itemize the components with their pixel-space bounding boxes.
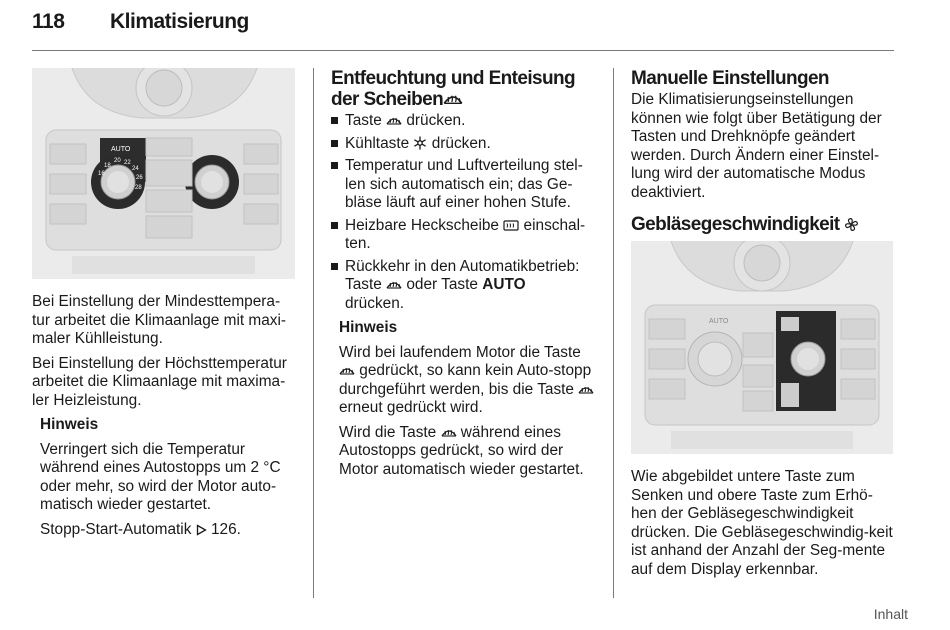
defrost-icon bbox=[386, 279, 402, 291]
dial-tick-20: 20 bbox=[114, 158, 121, 164]
list-item: Heizbare Heckscheibe einschal-ten. bbox=[331, 217, 599, 254]
climate-panel-illustration bbox=[32, 68, 295, 279]
contents-link[interactable]: Inhalt bbox=[873, 606, 908, 622]
list-item: Rückkehr in den Automatikbetrieb: Taste oder Taste AUTO drücken. bbox=[331, 258, 599, 314]
column-2-text bbox=[331, 68, 599, 485]
column-3-text bbox=[631, 68, 896, 237]
list-item: Taste drücken. bbox=[331, 112, 599, 131]
defrost-icon bbox=[386, 115, 402, 127]
header-rule bbox=[32, 50, 894, 51]
defrost-steps-list bbox=[331, 112, 599, 313]
manual-settings-heading: Manuelle Einstellungen bbox=[631, 68, 829, 89]
fan-panel-illustration bbox=[631, 241, 893, 454]
fan-speed-paragraph: Wie abgebildet untere Taste zum Senken und obere Taste zum Erhö-hen der Gebläsegeschwindigkeit drücken. Die Gebläsegeschwindig-keit ist anhand der Anzahl der Seg-mente auf dem Display erkennbar. bbox=[631, 468, 893, 578]
reference-triangle-icon bbox=[196, 524, 207, 536]
page-number: 118 bbox=[32, 10, 65, 33]
note-title: Hinweis bbox=[40, 416, 99, 433]
dial-tick-24: 24 bbox=[132, 166, 139, 172]
column-3-lower-text bbox=[631, 468, 896, 585]
climate-panel-figure-2 bbox=[631, 241, 893, 454]
max-temp-paragraph: Bei Einstellung der Höchsttemperatur arbeitet die Klimaanlage mit maxima-ler Heizleistung. bbox=[32, 354, 287, 409]
rear-window-heating-icon bbox=[503, 220, 519, 232]
fan-speed-heading: Gebläsegeschwindigkeit bbox=[631, 214, 896, 235]
list-item: Temperatur und Luftverteilung stel-len sich automatisch ein; das Ge-bläse läuft auf einer hohen Stufe. bbox=[331, 157, 599, 213]
list-item: Kühltaste drücken. bbox=[331, 135, 599, 154]
defrost-icon bbox=[443, 92, 463, 107]
auto-button-label: AUTO bbox=[111, 146, 131, 153]
min-temp-paragraph: Bei Einstellung der Mindesttempera-tur arbeitet die Klimaanlage mit maxi-maler Kühlleistung. bbox=[32, 293, 287, 347]
dial-tick-16: 16 bbox=[98, 171, 105, 177]
column-divider-1 bbox=[313, 68, 314, 598]
note-text: Verringert sich die Temperatur während eines Autostopps um 2 °C oder mehr, so wird der Motor auto-matisch wieder gestartet. bbox=[40, 440, 281, 513]
defrost-heading: Entfeuchtung und Enteisung der Scheiben bbox=[331, 68, 576, 110]
fan-icon bbox=[844, 217, 859, 232]
dial-tick-18: 18 bbox=[104, 163, 111, 169]
note-text: Wird die Taste während eines Autostopps gedrückt, so wird der Motor automatisch wieder gestartet. bbox=[339, 423, 584, 478]
cross-reference[interactable] bbox=[40, 521, 297, 540]
note-text: Wird bei laufendem Motor die Taste gedrückt, so kann kein Auto-stopp durchgeführt werden, bis die Taste erneut gedrückt wird. bbox=[339, 344, 599, 418]
auto-button-label: AUTO bbox=[709, 318, 729, 325]
defrost-icon bbox=[339, 365, 355, 377]
column-divider-2 bbox=[613, 68, 614, 598]
note-block-2 bbox=[339, 319, 599, 479]
page-title: Klimatisierung bbox=[110, 10, 249, 33]
cross-reference-label: Stopp-Start-Automatik bbox=[40, 520, 192, 538]
column-1-text bbox=[32, 293, 297, 545]
snowflake-icon bbox=[413, 136, 427, 150]
note-title: Hinweis bbox=[339, 319, 398, 336]
dial-tick-26: 26 bbox=[136, 175, 143, 181]
cross-reference-page: 126. bbox=[210, 520, 241, 538]
manual-settings-paragraph: Die Klimatisierungseinstellungen können wie folgt über Betätigung der Tasten und Drehknöpfe geändert werden. Durch Ändern einer Einstel-lung wird der automatische Modus deaktiviert. bbox=[631, 91, 882, 201]
defrost-icon bbox=[441, 427, 457, 439]
note-block-1 bbox=[40, 416, 297, 539]
climate-panel-figure-1 bbox=[32, 68, 295, 279]
dial-tick-28: 28 bbox=[135, 185, 142, 191]
dial-tick-22: 22 bbox=[124, 160, 131, 166]
defrost-icon bbox=[578, 384, 594, 396]
